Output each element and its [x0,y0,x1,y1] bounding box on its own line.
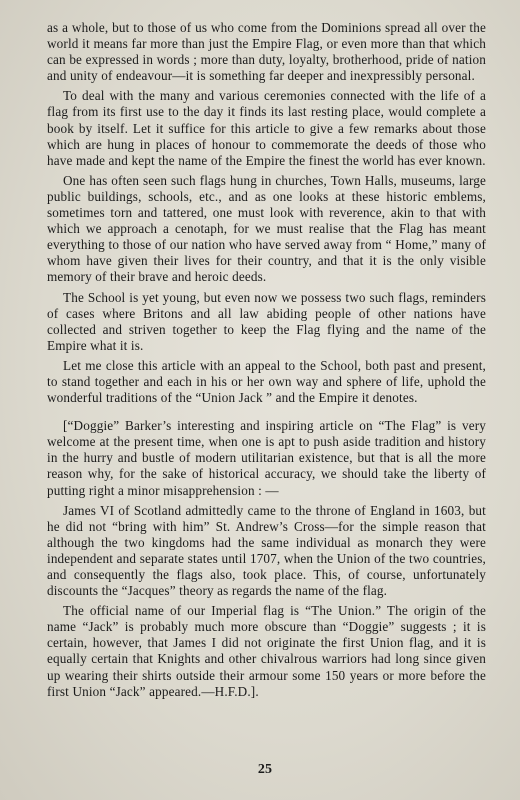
editor-note-paragraph: The official name of our Imperial flag is “The Union.” The origin of the name “Jack” is probably much more obscure than “Doggie” suggests ; it is certain, however, that James I did not originate the first Union flag, and it is equally certain that Knights and other chivalrous warriors had long since given up wearing their shirts outside their armour some 150 years or more before the first Union “Jack” appeared.—H.F.D.]. [47,603,486,699]
article-paragraph: Let me close this article with an appeal to the School, both past and present, to stand together and each in his or her own way and sphere of life, uphold the wonderful traditions of the “Union Jack ” and the Empire it denotes. [47,357,486,406]
editor-note-paragraph: [“Doggie” Barker’s interesting and inspiring article on “The Flag” is very welcome at the present time, when one is apt to push aside tradition and history in the hurry and bustle of modern utilitarian existence, but that is all the more reason why, for the sake of historical accuracy, we should take the liberty of putting right a minor misapprehension : — [47,418,486,498]
article-paragraph: as a whole, but to those of us who come from the Dominions spread all over the world it means far more than just the Empire Flag, or even more than that which can be expressed in words ; more than duty, loyalty, brotherhood, pride of nation and unity of endeavour—it is something far deeper and inexpressibly personal. [47,20,486,84]
article-paragraph: The School is yet young, but even now we possess two such flags, reminders of cases where Britons and all law abiding people of other nations have collected and striven together to keep the Flag flying and the name of the Empire what it is. [47,289,486,353]
article-body [47,20,486,406]
article-paragraph: One has often seen such flags hung in churches, Town Halls, museums, large public buildings, schools, etc., and as one looks at these historic emblems, sometimes torn and tattered, one must look with reverence, akin to that with which we approach a cenotaph, for we must realise that the Flag has meant everything to those of our nation who have served away from “ Home,” many of whom have given their lives for their country, and that it is the only visible memory of their brave and heroic deeds. [47,172,486,285]
page-number: 25 [257,762,273,777]
article-paragraph: To deal with the many and various ceremonies connected with the life of a flag from its first use to the day it finds its last resting place, would complete a book by itself. Let it suffice for this article to give a few remarks about those which are hung in places of honour to commemorate the deeds of those who have made and kept the name of the Empire the finest the world has ever known. [47,88,486,168]
editor-note-paragraph: James VI of Scotland admittedly came to the throne of England in 1603, but he did not “bring with him” St. Andrew’s Cross—for the simple reason that although the two kingdoms had the same individual as monarch they were independent and separate states until 1707, when the Union of the two countries, and consequently the flags also, took place. This, of course, unfortunately discounts the “Jacques” theory as regards the name of the flag. [47,502,486,599]
editor-note [47,418,486,700]
